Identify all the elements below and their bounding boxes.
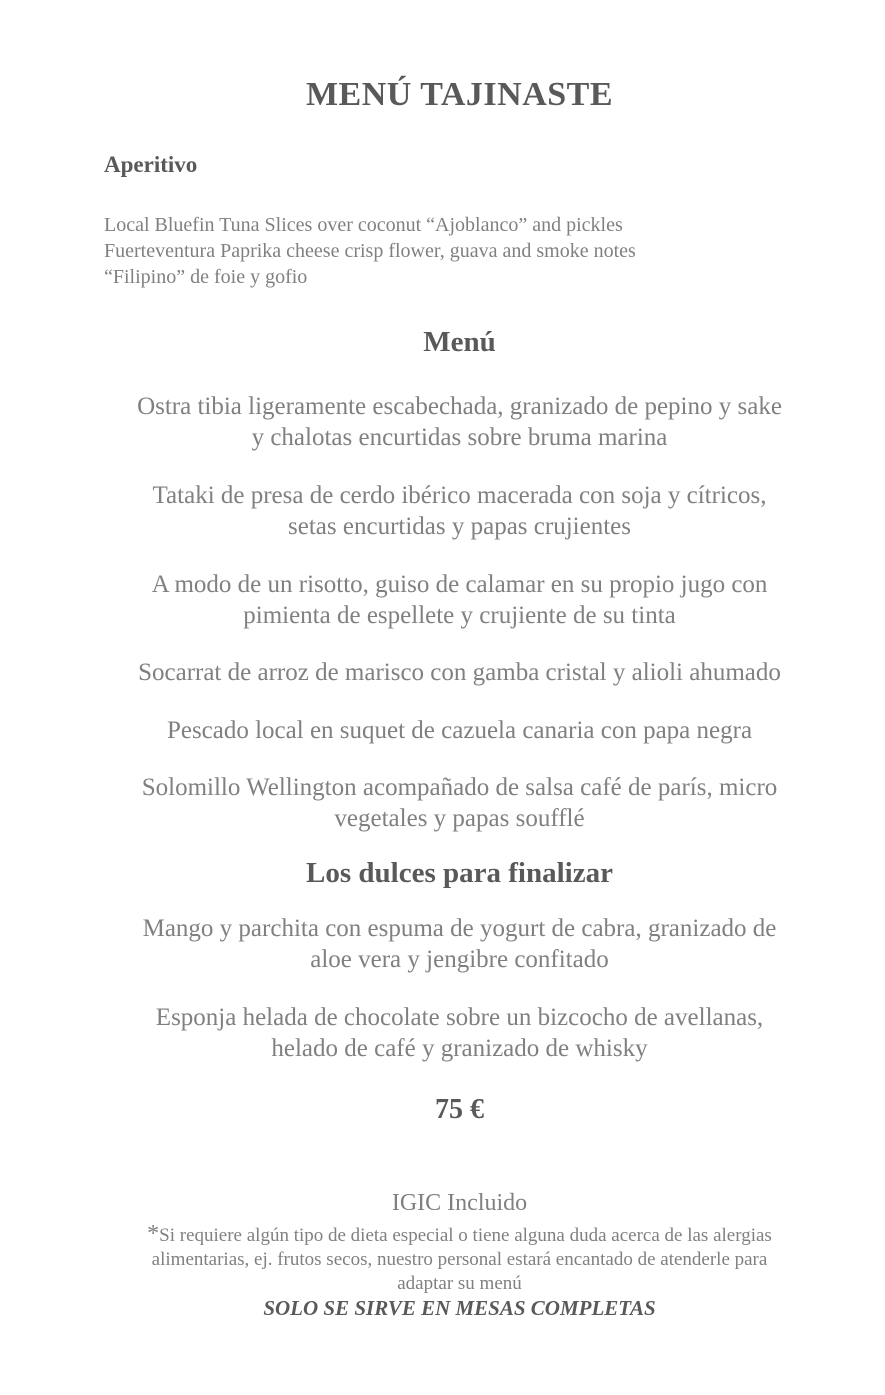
dessert-line: Mango y parchita con espuma de yogurt de cabra, granizado de — [142, 915, 777, 942]
dish-item — [0, 391, 885, 453]
menu-price: 75 € — [435, 1094, 484, 1125]
note-asterisk: * — [147, 1221, 160, 1247]
dish-line: y chalotas encurtidas sobre bruma marina — [251, 424, 668, 451]
dish-item — [0, 715, 885, 746]
dish-line: vegetales y papas soufflé — [334, 805, 585, 832]
igic-label: IGIC Incluido — [391, 1190, 528, 1216]
note-line: adaptar su menú — [397, 1273, 522, 1294]
complete-tables-notice: SOLO SE SIRVE EN MESAS COMPLETAS — [263, 1296, 656, 1320]
dish-line: Socarrat de arroz de marisco con gamba cristal y alioli ahumado — [138, 659, 781, 686]
dessert-line: Esponja helada de chocolate sobre un bizcocho de avellanas, — [155, 1004, 764, 1031]
aperitivo-item: “Filipino” de foie y gofio — [104, 266, 308, 288]
dish-line: Solomillo Wellington acompañado de salsa café de parís, micro — [141, 774, 778, 801]
dish-item — [0, 480, 885, 542]
dish-line: setas encurtidas y papas crujientes — [288, 513, 631, 540]
note-line — [0, 1222, 885, 1248]
note-text: Si requiere algún tipo de dieta especial o tiene alguna duda acerca de las alergias — [159, 1225, 772, 1246]
dish-item — [0, 772, 885, 834]
menu-heading: Menú — [423, 326, 496, 358]
dessert-item — [0, 913, 885, 975]
dessert-item — [0, 1002, 885, 1064]
dish-line: Pescado local en suquet de cazuela canaria con papa negra — [166, 717, 753, 744]
dessert-line: aloe vera y jengibre confitado — [310, 946, 609, 973]
dessert-line: helado de café y granizado de whisky — [271, 1035, 648, 1062]
dish-line: Tataki de presa de cerdo ibérico macerada con soja y cítricos, — [152, 482, 767, 509]
menu-title: MENÚ TAJINASTE — [305, 76, 614, 113]
dish-line: pimienta de espellete y crujiente de su tinta — [243, 602, 676, 629]
aperitivo-list — [104, 212, 636, 290]
dish-line: A modo de un risotto, guiso de calamar en su propio jugo con — [151, 571, 768, 598]
aperitivo-item: Local Bluefin Tuna Slices over coconut “Ajoblanco” and pickles — [104, 214, 623, 236]
dish-item — [0, 569, 885, 631]
note-line: alimentarias, ej. frutos secos, nuestro personal estará encantado de atenderle para — [151, 1249, 768, 1270]
dulces-heading: Los dulces para finalizar — [306, 857, 613, 889]
dish-item — [0, 657, 885, 688]
aperitivo-item: Fuerteventura Paprika cheese crisp flower, guava and smoke notes — [104, 240, 636, 262]
dish-line: Ostra tibia ligeramente escabechada, granizado de pepino y sake — [137, 393, 782, 420]
allergy-note — [0, 1222, 885, 1296]
aperitivo-heading: Aperitivo — [104, 152, 198, 177]
